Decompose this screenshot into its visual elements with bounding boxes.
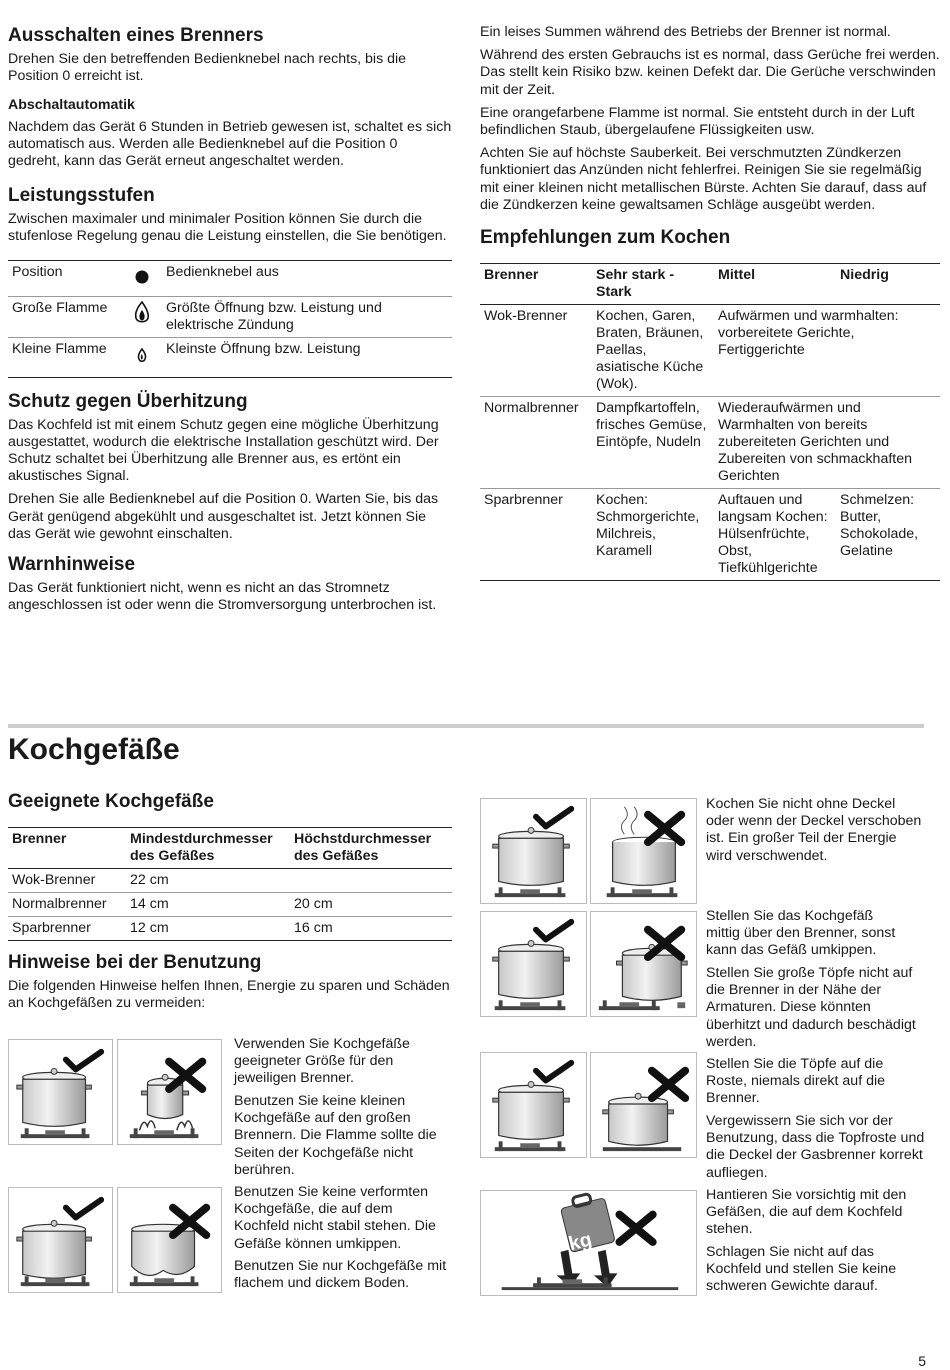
usage-note: Stellen Sie große Töpfe nicht auf die Brenner in der Nähe der Armaturen. Diese könnten überhitzt und dadurch beschädigt werden. [706, 965, 916, 1050]
table-cell: Normalbrenner [484, 400, 579, 417]
table-cell: Auftauen und langsam Kochen: Hülsenfrüchte, Obst, Tiefkühlgerichte [718, 492, 828, 577]
table-cell: 22 cm [130, 872, 169, 888]
cookware-table [8, 827, 452, 941]
illustration-pot-flat-correct [8, 1187, 113, 1293]
paragraph: Ein leises Summen während des Betriebs der Brenner ist normal. [480, 24, 891, 40]
illustration-centered-correct [480, 911, 587, 1017]
table-row [8, 893, 452, 917]
paragraph: Das Gerät funktioniert nicht, wenn es nicht an das Stromnetz angeschlossen ist oder wenn die Stromversorgung unterbrochen ist. [8, 580, 437, 614]
subsection-title-auto-off: Abschaltautomatik [8, 97, 135, 114]
section-title-warnings: Warnhinweise [8, 554, 136, 576]
illustration-heavy-weight [480, 1190, 697, 1296]
usage-note: Kochen Sie nicht ohne Deckel oder wenn der Deckel verschoben ist. Ein großer Teil der Energie wird verschwendet. [706, 796, 922, 864]
table-cell: Wok-Brenner [484, 308, 568, 325]
table-row [480, 489, 940, 581]
position-desc: Größte Öffnung bzw. Leistung und elektrische Zündung [166, 299, 382, 333]
position-label: Position [12, 263, 63, 280]
table-cell: 14 cm [130, 896, 169, 912]
illustration-no-lid [590, 798, 697, 904]
column-header: Brenner [484, 267, 539, 284]
column-header: Sehr stark - Stark [596, 267, 675, 301]
paragraph: Zwischen maximaler und minimaler Position können Sie durch die stufenlose Regelung genau die Leistung einstellen, die Sie benötigen. [8, 211, 447, 245]
paragraph: Nachdem das Gerät 6 Stunden in Betrieb gewesen ist, schaltet es sich automatisch aus. Werden alle Bedienknebel auf die Position 0 gedreht, kann das Gerät erneut angeschaltet werden. [8, 118, 452, 170]
table-row [8, 296, 452, 337]
table-cell: Sparbrenner [484, 492, 563, 509]
kg-label: kg [566, 1228, 595, 1256]
large-flame-icon [128, 296, 162, 337]
usage-note: Vergewissern Sie sich vor der Benutzung, dass die Topfroste und die Deckel der Gasbrenner korrekt aufliegen. [706, 1113, 925, 1181]
column-header: Mindestdurchmesser des Gefäßes [130, 831, 273, 864]
position-label: Kleine Flamme [12, 340, 107, 357]
usage-note: Verwenden Sie Kochgefäße geeigneter Größe für den jeweiligen Brenner. [234, 1036, 410, 1087]
section-title-switch-off: Ausschalten eines Brenners [8, 25, 264, 46]
table-cell: 12 cm [130, 920, 169, 936]
table-cell: Wok-Brenner [12, 872, 96, 888]
page-number: 5 [918, 1353, 926, 1369]
small-flame-icon [128, 337, 162, 377]
table-row [8, 337, 452, 377]
usage-note: Stellen Sie das Kochgefäß mittig über den Brenner, sonst kann das Gefäß umkippen. [706, 908, 896, 959]
position-table [8, 260, 452, 378]
column-header: Mittel [718, 267, 756, 284]
table-row [8, 917, 452, 941]
table-header-row [480, 264, 940, 305]
table-cell: Dampfkartoffeln, frisches Gemüse, Eintöpfe, Nudeln [596, 400, 707, 451]
table-row [480, 397, 940, 489]
table-cell: Aufwärmen und warmhalten: vorbereitete Gerichte, Fertiggerichte [718, 308, 899, 359]
paragraph: Drehen Sie den betreffenden Bedienknebel nach rechts, bis die Position 0 erreicht ist. [8, 51, 407, 85]
table-cell: Normalbrenner [12, 896, 107, 912]
illustration-pot-too-small [117, 1039, 222, 1145]
right-column [480, 24, 940, 581]
paragraph: Während des ersten Gebrauchs ist es normal, dass Gerüche frei werden. Das stellt kein Risiko bzw. keinen Defekt dar. Die Gerüche verschwinden mit der Zeit. [480, 47, 940, 98]
illustration-grate-correct [480, 1052, 587, 1158]
illustration-pot-correct-size [8, 1039, 113, 1145]
table-cell: Kochen, Garen, Braten, Bräunen, Paellas, asiatische Küche (Wok). [596, 308, 704, 393]
section-title-cooking-recommendations: Empfehlungen zum Kochen [480, 227, 731, 249]
column-header: Brenner [12, 831, 67, 847]
table-cell: Schmelzen: Butter, Schokolade, Gelatine [840, 492, 919, 560]
table-cell [290, 869, 452, 893]
page-section-title: Kochgefäße [8, 733, 180, 766]
table-cell: 16 cm [294, 920, 333, 936]
section-divider [8, 724, 924, 728]
position-desc: Bedienknebel aus [166, 263, 279, 280]
table-row [8, 869, 452, 893]
paragraph: Das Kochfeld ist mit einem Schutz gegen eine mögliche Überhitzung ausgestattet, wodurch die elektrische Installation geschützt wird. Der Schutz schaltet bei Überhitzung alle Brenner aus, es ertönt ein akustisches Signal. [8, 416, 439, 485]
table-cell: 20 cm [294, 896, 333, 912]
column-header: Niedrig [840, 267, 889, 284]
column-header: Höchstdurchmesser des Gefäßes [294, 831, 432, 864]
paragraph: Drehen Sie alle Bedienknebel auf die Position 0. Warten Sie, bis das Gerät genügend abgekühlt und ausgeschaltet ist. Jetzt können Sie das Gerät wie gewohnt einschalten. [8, 491, 439, 542]
usage-note: Benutzen Sie keine verformten Kochgefäße, die auf dem Kochfeld nicht stabil stehen. Die Gefäße können umkippen. [234, 1184, 436, 1252]
cooking-table [480, 263, 940, 581]
table-row [8, 260, 452, 296]
position-desc: Kleinste Öffnung bzw. Leistung [166, 340, 361, 357]
table-row [480, 305, 940, 397]
table-cell: Sparbrenner [12, 920, 91, 936]
illustration-no-grate [590, 1052, 697, 1158]
illustration-pot-deformed [117, 1187, 222, 1293]
paragraph: Achten Sie auf höchste Sauberkeit. Bei verschmutzten Zündkerzen funktioniert das Anzünden nicht fehlerfrei. Reinigen Sie sie regelmäßig mit einer kleinen nicht metallischen Bürste. Achten Sie darauf, dass auf die Zündkerzen keine gewaltsamen Schläge ausgeübt werden. [480, 145, 927, 213]
table-header-row [8, 828, 452, 869]
usage-note: Benutzen Sie nur Kochgefäße mit flachem und dickem Boden. [234, 1258, 447, 1292]
usage-note: Schlagen Sie nicht auf das Kochfeld und stellen Sie keine schweren Gewichte darauf. [706, 1244, 897, 1295]
dot-icon [128, 260, 162, 296]
table-cell: Kochen: Schmorgerichte, Milchreis, Karamell [596, 492, 700, 560]
illustration-lid-correct [480, 798, 587, 904]
section-title-power-levels: Leistungsstufen [8, 185, 155, 207]
usage-note: Benutzen Sie keine kleinen Kochgefäße auf den großen Brennern. Die Flamme sollte die Seiten der Kochgefäße nicht berühren. [234, 1093, 437, 1178]
section-title-suitable-cookware: Geeignete Kochgefäße [8, 791, 214, 812]
section-title-overheat: Schutz gegen Überhitzung [8, 390, 248, 412]
usage-note: Stellen Sie die Töpfe auf die Roste, niemals direkt auf die Brenner. [706, 1056, 886, 1107]
left-column [8, 24, 452, 620]
table-cell: Wiederaufwärmen und Warmhalten von bereits zubereiteten Gerichten und Zubereiten von schmackhaften Gerichten [718, 400, 913, 485]
paragraph: Eine orangefarbene Flamme ist normal. Sie entsteht durch in der Luft befindlichen Staub, übergelaufene Flüssigkeiten usw. [480, 104, 915, 139]
section-title-usage-hints: Hinweise bei der Benutzung [8, 952, 262, 973]
paragraph: Die folgenden Hinweise helfen Ihnen, Energie zu sparen und Schäden an Kochgefäßen zu vermeiden: [8, 978, 450, 1012]
position-label: Große Flamme [12, 299, 108, 316]
cookware-column [8, 790, 452, 1018]
usage-note: Hantieren Sie vorsichtig mit den Gefäßen, die auf dem Kochfeld stehen. [706, 1187, 907, 1238]
illustration-off-center [590, 911, 697, 1017]
